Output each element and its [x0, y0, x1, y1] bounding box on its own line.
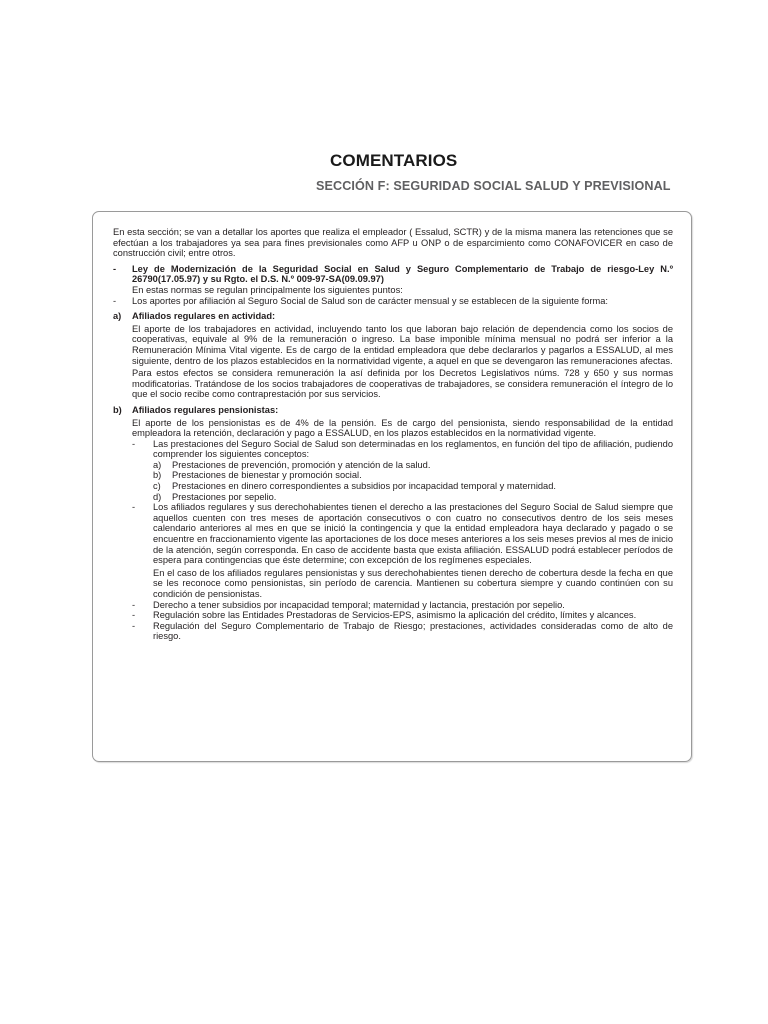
sub-item: [153, 481, 673, 492]
box-content: [113, 227, 673, 642]
section-a-title: Afiliados regulares en actividad:: [132, 311, 276, 322]
section-b-paragraph-1: El aporte de los pensionistas es de 4% de la pensión. Es de cargo del pensionista, siendo responsabilidad de la entidad empleadora la retención, declaración y pago a ESSALUD, en los plazos establecidos en la normatividad vigente.: [132, 417, 673, 439]
afiliados-item: [132, 502, 673, 599]
section-a-paragraph-1: El aporte de los trabajadores en actividad, incluyendo tanto los que laboran bajo relación de dependencia como los socios de cooperativas, equivale al 9% de la remuneración o ingreso. La base imponible mínima mensual no podrá ser inferior a la Remuneración Mínima Vital vigente. Es de cargo de la entidad empleadora que debe declararlos y pagarlos a ESSALUD, al mes siguiente, dentro de los plazos establecidos en la normatividad vigente, a aquel en que se devengaron las remuneraciones afectas.: [132, 323, 673, 366]
sub-item: [153, 460, 673, 471]
final-item-text: Regulación del Seguro Complementario de Trabajo de Riesgo; prestaciones, actividades consideradas como de alto de riesgo.: [153, 620, 673, 642]
law-item: [113, 264, 673, 296]
section-b-marker: b): [113, 404, 122, 415]
sub-item-marker: c): [153, 481, 161, 492]
final-item: [132, 621, 673, 642]
law-note: En estas normas se regulan principalmente los siguientes puntos:: [132, 284, 403, 295]
sub-item-text: Prestaciones de bienestar y promoción social.: [172, 470, 362, 481]
final-item-text: Derecho a tener subsidios por incapacidad temporal; maternidad y lactancia, prestación por sepelio.: [153, 599, 565, 610]
final-item: [132, 610, 673, 621]
sub-item-text: Prestaciones por sepelio.: [172, 491, 277, 502]
pensionistas-text: En el caso de los afiliados regulares pensionistas y sus derechohabientes tienen derecho de cobertura desde la fecha en que se les reconoce como pensionistas, sin período de carencia. Mantienen su cobertura siempre y cuando continúen con su condición de pensionistas.: [153, 567, 673, 599]
final-item: [132, 600, 673, 611]
final-item-marker: -: [132, 620, 136, 631]
prestaciones-item: [132, 439, 673, 503]
prestaciones-marker: -: [132, 438, 136, 449]
section-a-marker: a): [113, 311, 122, 322]
section-a: [113, 311, 673, 400]
intro-paragraph: En esta sección; se van a detallar los aportes que realiza el empleador ( Essalud, SCTR) y de la misma manera las retenciones que se efectúan a los trabajadores ya sea para fines previsionales como AFP u ONP o de esparcimiento como CONAFOVICER en caso de construcción civil; entre otros.: [113, 227, 673, 259]
section-b-title: Afiliados regulares pensionistas:: [132, 404, 279, 415]
law-title: Ley de Modernización de la Seguridad Social en Salud y Seguro Complementario de Trabajo de riesgo-Ley N.º 26790(17.05.97) y su Rgto. el D.S. N.º 009-97-SA(09.09.97): [132, 263, 673, 285]
sub-item-text: Prestaciones en dinero correspondientes a subsidios por incapacidad temporal y maternidad.: [172, 481, 556, 492]
aportes-marker: -: [113, 295, 117, 306]
sub-item-text: Prestaciones de prevención, promoción y atención de la salud.: [172, 459, 431, 470]
law-marker: -: [113, 263, 117, 274]
afiliados-text: Los afiliados regulares y sus derechohabientes tienen el derecho a las prestaciones del Seguro Social de Salud siempre que aquellos cuenten con tres meses de aportación consecutivos o con cuatro no consecutivos dentro de los seis meses calendario anteriores al mes en que se inició la contingencia y que la entidad empleadora haya declarado y pagado o se encuentre en fraccionamiento vigente las aportaciones de los doce meses anteriores a los seis meses previos al mes de inicio de la atención, según corresponda. En caso de accidente basta que exista afiliación. ESSALUD podrá establecer períodos de espera para contingencias que éste determine; con excepción de los regímenes especiales.: [153, 502, 673, 566]
section-b: [113, 405, 673, 642]
sub-item: [153, 492, 673, 503]
prestaciones-text: Las prestaciones del Seguro Social de Salud son determinadas en los reglamentos, en función del tipo de afiliación, pudiendo comprender los siguientes conceptos:: [153, 438, 673, 460]
section-a-paragraph-2: Para estos efectos se considera remuneración la así definida por los Decretos Legislativos núms. 728 y 650 y sus normas modificatorias. Tratándose de los socios trabajadores de cooperativas de trabajadores, se considera remuneración el íntegro de lo que el socio recibe como contraprestación por sus servicios.: [132, 368, 673, 400]
final-item-text: Regulación sobre las Entidades Prestadoras de Servicios-EPS, asimismo la aplicación del crédito, límites y alcances.: [153, 610, 637, 621]
aportes-item: [113, 296, 673, 307]
sub-item-marker: a): [153, 459, 162, 470]
sub-item: [153, 470, 673, 481]
page-title: COMENTARIOS: [330, 151, 458, 170]
sub-item-marker: d): [153, 491, 162, 502]
afiliados-marker: -: [132, 502, 136, 513]
section-subtitle: SECCIÓN F: SEGURIDAD SOCIAL SALUD Y PREVISIONAL: [316, 179, 671, 193]
sub-item-marker: b): [153, 470, 162, 481]
final-item-marker: -: [132, 610, 136, 621]
final-item-marker: -: [132, 599, 136, 610]
aportes-text: Los aportes por afiliación al Seguro Social de Salud son de carácter mensual y se establecen de la siguiente forma:: [132, 295, 608, 306]
